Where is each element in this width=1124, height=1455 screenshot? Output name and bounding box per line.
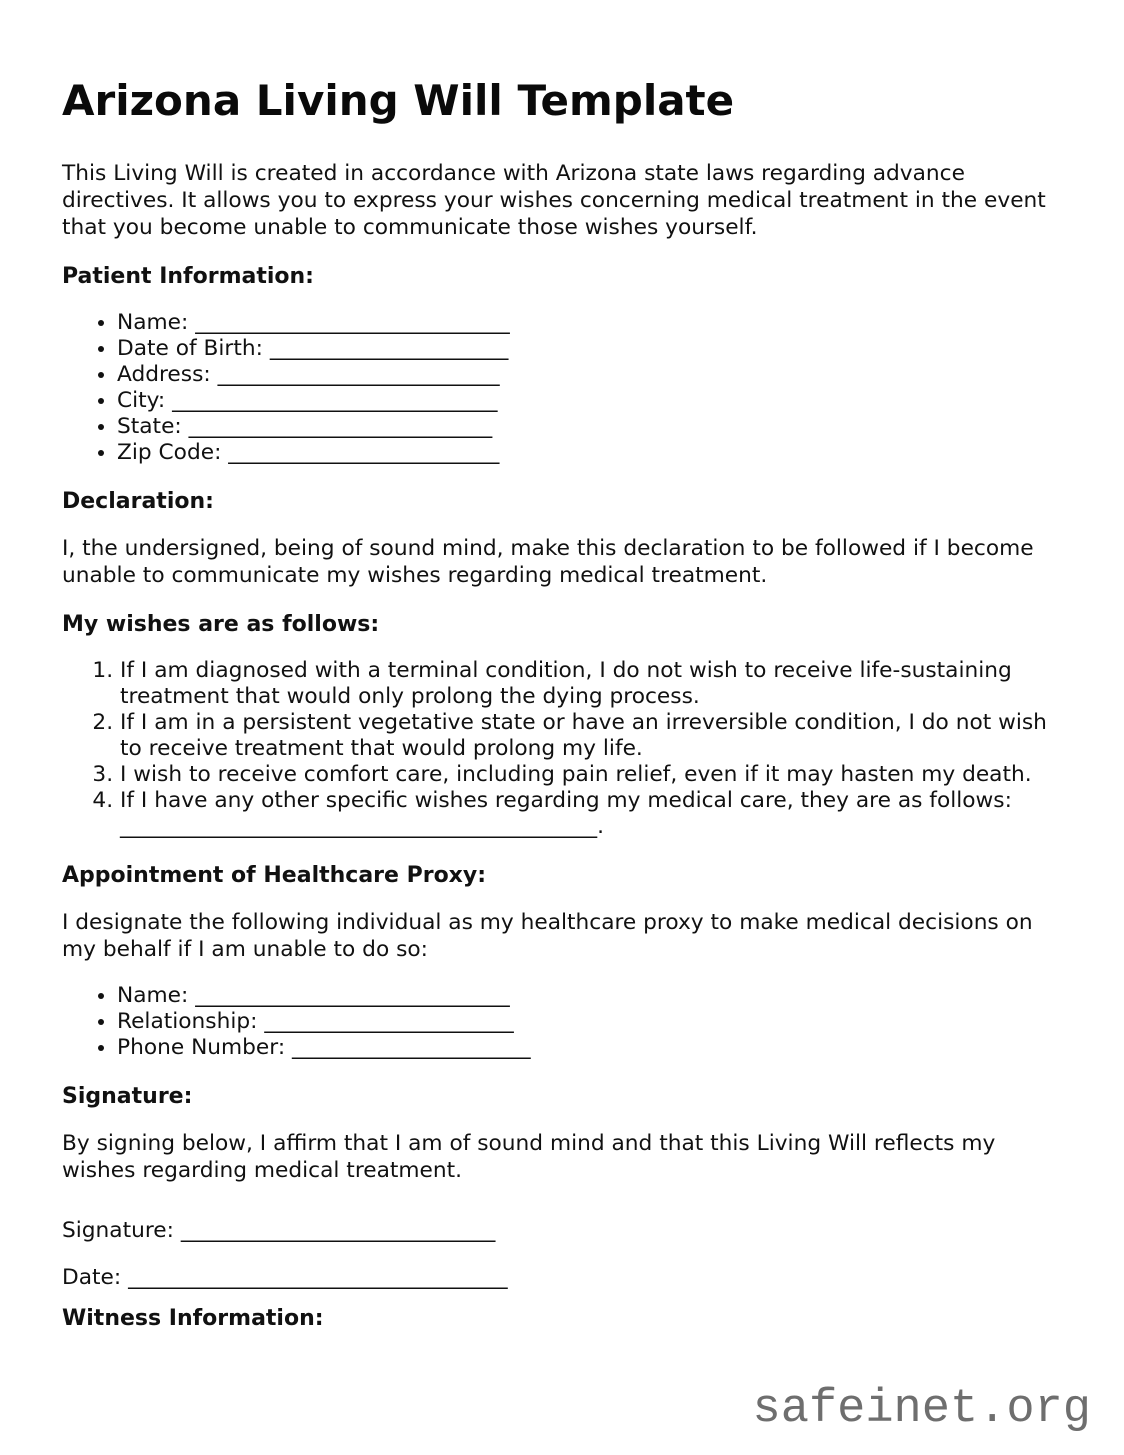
list-item-city: [117, 388, 1062, 414]
intro-paragraph: This Living Will is created in accordance with Arizona state laws regarding advance directives. It allows you to express your wishes concerning medical treatment in the event that you become unable to communicate those wishes yourself.: [62, 161, 1046, 240]
list-item-proxy-name: [117, 983, 1062, 1009]
list-item-date-of-birth: [117, 336, 1062, 362]
proxy-paragraph: I designate the following individual as my healthcare proxy to make medical decisions on my behalf if I am unable to do so:: [62, 910, 1033, 962]
blank-line: __________________________: [217, 362, 500, 387]
section-heading-signature: Signature:: [62, 1084, 193, 1109]
date-blank-line: ___________________________________: [128, 1265, 508, 1290]
section-heading-healthcare-proxy: Appointment of Healthcare Proxy:: [62, 863, 487, 888]
field-label: Date of Birth:: [117, 336, 263, 361]
list-item-name: [117, 310, 1062, 336]
date-label: Date:: [62, 1265, 122, 1290]
watermark: safeinet.org: [752, 1383, 1091, 1436]
signature-label: Signature:: [62, 1218, 174, 1243]
wish-item: 3. I wish to receive comfort care, including pain relief, even if it may hasten my death.: [120, 762, 1062, 788]
section-heading-wishes: My wishes are as follows:: [62, 612, 380, 637]
signature-line-row: [62, 1217, 1062, 1244]
section-heading-patient-information: Patient Information:: [62, 264, 314, 289]
blank-line: ____________________________: [188, 414, 493, 439]
list-item-state: [117, 414, 1062, 440]
field-label: Zip Code:: [117, 440, 222, 465]
blank-line: ______________________: [292, 1035, 531, 1060]
blank-line: ______________________: [269, 336, 509, 361]
blank-line: _______________________: [264, 1009, 514, 1034]
list-item-proxy-relationship: [117, 1009, 1062, 1035]
wish-item: [120, 788, 1062, 840]
blank-line: _____________________________: [195, 310, 510, 335]
date-line-row: [62, 1264, 1062, 1291]
list-item-zip-code: [117, 440, 1062, 466]
blank-line: _________________________: [228, 440, 500, 465]
field-label: Relationship:: [117, 1009, 258, 1034]
field-label: Name:: [117, 310, 189, 335]
field-label: Phone Number:: [117, 1035, 286, 1060]
page-title: Arizona Living Will Template: [62, 76, 735, 125]
declaration-paragraph: I, the undersigned, being of sound mind, make this declaration to be followed if I become unable to communicate my wishes regarding medical treatment.: [62, 536, 1034, 588]
field-label: Name:: [117, 983, 189, 1008]
wish-item-text: If I have any other specific wishes regarding my medical care, they are as follows:: [120, 788, 1012, 813]
blank-line: ______________________________: [172, 388, 498, 413]
blank-line: ____________________________________________.: [120, 814, 605, 839]
section-heading-witness-information: Witness Information:: [62, 1306, 324, 1331]
proxy-info-list: [62, 983, 1062, 1061]
wish-item: 2. If I am in a persistent vegetative state or have an irreversible condition, I do not wish to receive treatment that would prolong my life.: [120, 710, 1062, 762]
list-item-proxy-phone: [117, 1035, 1062, 1061]
list-item-address: [117, 362, 1062, 388]
field-label: Address:: [117, 362, 211, 387]
blank-line: _____________________________: [195, 983, 510, 1008]
wish-item: 1. If I am diagnosed with a terminal condition, I do not wish to receive life-sustaining treatment that would only prolong the dying process.: [120, 658, 1062, 710]
signature-blank-line: _____________________________: [180, 1218, 496, 1243]
wishes-list: [62, 658, 1062, 840]
section-heading-declaration: Declaration:: [62, 489, 214, 514]
field-label: State:: [117, 414, 182, 439]
patient-info-list: [62, 310, 1062, 466]
signature-paragraph: By signing below, I affirm that I am of sound mind and that this Living Will reflects my wishes regarding medical treatment.: [62, 1131, 996, 1183]
field-label: City:: [117, 388, 166, 413]
